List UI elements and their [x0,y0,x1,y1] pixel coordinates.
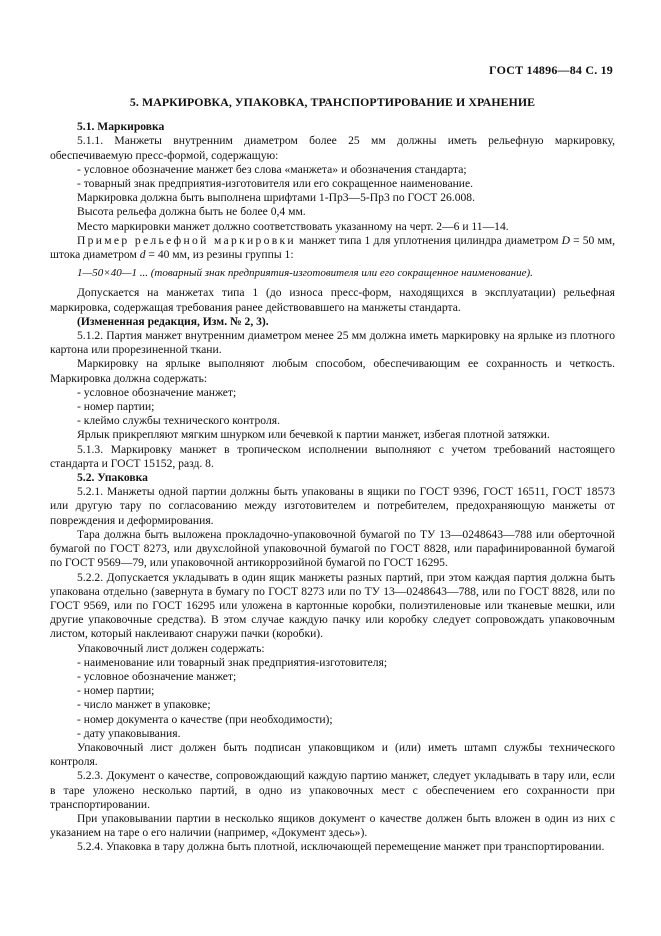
paragraph-5-2-2: 5.2.2. Допускается укладывать в один ящик манжеты разных партий, при этом каждая партия должна быть упакована отдельно (завернута в бумагу по ГОСТ 8273 или по ТУ 13—0248643—788, или по ГОСТ 8828, или по ГОСТ 9569, или по ГОСТ 16295 или уложена в картонные коробки, полиэтиленовые или тканевые мешки, или другие упаковочные средства). В этом случае каждую пачку или коробку следует сопровождать упаковочным листом, который наклеивают снаружи пачки (коробки). [50,570,615,641]
subsection-heading-marking: 5.1. Маркировка [77,120,165,134]
list-item: - номер партии; [77,684,155,698]
paragraph-tara: Тара должна быть выложена прокладочно-упаковочной бумагой по ТУ 13—0248643—788 или оберточной бумагой по ГОСТ 8273, или двухслойной упаковочной бумагой по ГОСТ 8828, или парафинированной бумагой по ГОСТ 9569—79, или упаковочной антикоррозийной бумагой по ГОСТ 16295. [50,527,615,570]
example-text-2: = 50 мм, штока диаметром [50,233,616,262]
example-text-1: манжет типа 1 для уплотнения цилиндра диаметром [295,233,562,247]
paragraph-label-marking: Маркировку на ярлыке выполняют любым способом, обеспечивающим ее сохранность и четкость. Маркировка должна содержать: [50,357,615,385]
subsection-heading-packaging: 5.2. Упаковка [77,471,148,485]
paragraph-5-1-2: 5.1.2. Партия манжет внутренним диаметром менее 25 мм должна иметь маркировку на ярлыке из плотного картона или прорезиненной ткани. [50,329,615,357]
example-code: 1—50×40—1 ... (товарный знак предприятия-изготовителя или его сокращенное наименование). [77,267,533,280]
paragraph-multiple-boxes: При упаковывании партии в несколько ящиков документ о качестве должен быть вложен в один из них с указанием на таре о его наличии (например, «Документ здесь»). [50,811,615,840]
paragraph-5-1-3: 5.1.3. Маркировку манжет в тропическом исполнении выполняют с учетом требований настоящего стандарта и ГОСТ 15152, разд. 8. [50,442,615,470]
list-item: - дату упаковывания. [77,726,181,740]
section-title: 5. МАРКИРОВКА, УПАКОВКА, ТРАНСПОРТИРОВАНИЕ И ХРАНЕНИЕ [129,95,536,109]
paragraph-font: Маркировка должна быть выполнена шрифтами 1-Пр3—5-Пр3 по ГОСТ 26.008. [77,191,475,205]
example-symbol-d: d [139,248,146,262]
paragraph-relief-height: Высота рельефа должна быть не более 0,4 мм. [77,205,306,219]
list-item: - наименование или товарный знак предприятия-изготовителя; [77,655,388,669]
paragraph-sheet-signature: Упаковочный лист должен быть подписан упаковщиком и (или) иметь штамп службы технического контроля. [50,740,615,769]
edit-note: (Измененная редакция, Изм. № 2, 3). [77,314,269,328]
list-item: - клеймо службы технического контроля. [77,414,280,428]
paragraph-5-2-3: 5.2.3. Документ о качестве, сопровождающий каждую партию манжет, следует укладывать в тару или, если в таре уложено несколько партий, в одно из упаковочных мест с обеспечением его сохранности при транспортировании. [50,769,615,811]
paragraph-example [50,234,615,262]
list-item: - условное обозначение манжет без слова «манжета» и обозначения стандарта; [77,162,467,176]
example-lead: Пример рельефной маркировки [77,233,296,247]
paragraph-packing-sheet: Упаковочный лист должен содержать: [77,641,265,655]
list-item: - номер партии; [77,400,155,414]
example-symbol-D: D [561,233,570,247]
paragraph-5-1-1: 5.1.1. Манжеты внутренним диаметром более 25 мм должны иметь рельефную маркировку, обеспечиваемую пресс-формой, содержащую: [50,134,615,162]
list-item: - условное обозначение манжет; [77,669,237,683]
paragraph-marking-place: Место маркировки манжет должно соответствовать указанному на черт. 2—6 и 11—14. [77,219,509,233]
paragraph-allowed: Допускается на манжетах типа 1 (до износа пресс-форм, находящихся в эксплуатации) рельефная маркировка, содержащая требования ранее действовавшего на манжеты стандарта. [50,286,615,314]
example-text-3: = 40 мм, из резины группы 1: [145,248,294,262]
paragraph-label-tie: Ярлык прикрепляют мягким шнурком или бечевкой к партии манжет, избегая плотной затяжки. [77,428,550,442]
page-header: ГОСТ 14896—84 С. 19 [489,63,613,77]
list-item: - число манжет в упаковке; [77,698,211,712]
paragraph-5-2-4: 5.2.4. Упаковка в тару должна быть плотной, исключающей перемещение манжет при транспортировании. [77,840,605,854]
list-item: - условное обозначение манжет; [77,385,237,399]
paragraph-5-2-1: 5.2.1. Манжеты одной партии должны быть упакованы в ящики по ГОСТ 9396, ГОСТ 16511, ГОСТ 18573 или другую тару по согласованию между изготовителем и потребителем, предохраняющую манжеты от повреждения и деформирования. [50,485,615,527]
list-item: - товарный знак предприятия-изготовителя или его сокращенное наименование. [77,177,474,191]
list-item: - номер документа о качестве (при необходимости); [77,712,333,726]
